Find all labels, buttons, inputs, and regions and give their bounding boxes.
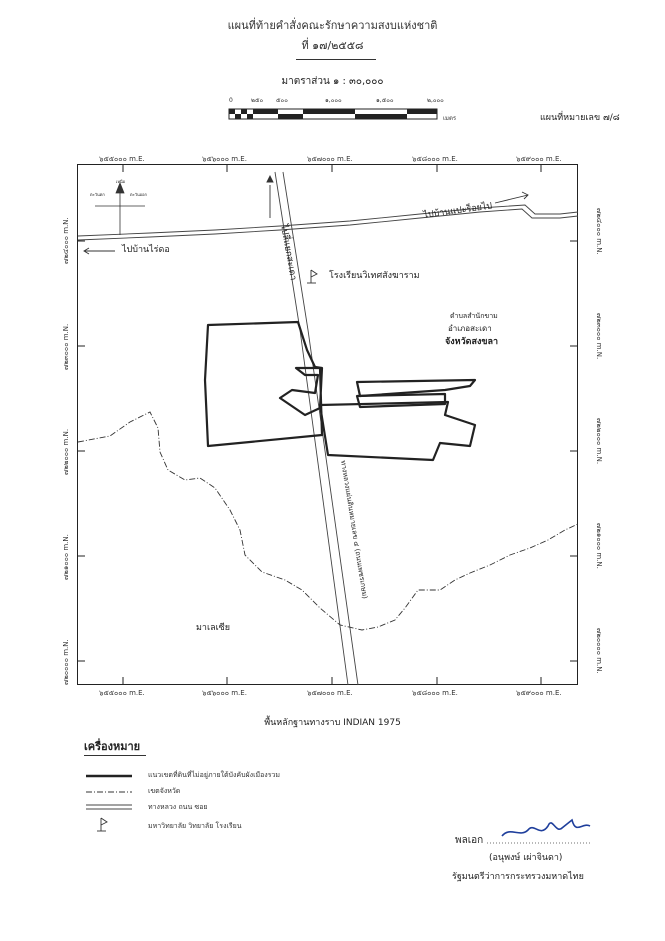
signature-image — [502, 820, 590, 836]
legend-item-label: เขตจังหวัด — [148, 787, 181, 795]
parcel-northeast-2 — [357, 394, 445, 407]
northing-label: ๗๒๐๐๐๐ m.N. — [62, 639, 70, 685]
northing-label: ๗๒๑๐๐๐ m.N. — [62, 534, 70, 580]
northing-label: ๗๒๓๐๐๐ m.N. — [62, 323, 70, 370]
legend-item-label: มหาวิทยาลัย วิทยาลัย โรงเรียน — [148, 822, 242, 830]
legend-item-label: แนวเขตที่ดินที่ไม่อยู่ภายใต้บังคับผังเมืองรวม — [148, 771, 281, 779]
northing-label: ๗๒๔๐๐๐ m.N. — [595, 208, 603, 255]
order-number: ที่ ๑๗/๒๕๕๘ — [301, 39, 364, 52]
easting-label: ๖๕๖๐๐๐ m.E. — [202, 689, 247, 697]
compass-west-label: ตะวันตก — [90, 192, 105, 197]
highway-4-label: ทางหลวงแผ่นดินหมายเลข ๔ (ถนนเพชรเกษม) — [339, 459, 369, 600]
north-arrow-icon — [95, 183, 145, 235]
school-flag-icon — [97, 818, 107, 831]
scalebar-tick: ๒,๐๐๐ — [427, 97, 444, 104]
datum-note: พื้นหลักฐานทางราบ INDIAN 1975 — [264, 718, 401, 728]
compass-north-label: เหนือ — [116, 179, 126, 184]
province-boundary — [78, 412, 578, 630]
easting-label: ๖๕๙๐๐๐ m.E. — [516, 689, 562, 697]
scalebar-tick: 0 — [229, 97, 233, 104]
road-east-west — [78, 205, 578, 240]
signatory-position: รัฐมนตรีว่าการกระทรวงมหาดไทย — [452, 872, 584, 882]
school-label: โรงเรียนวิเทศสังฆาราม — [329, 271, 420, 281]
scalebar-unit: เมตร — [443, 115, 457, 122]
easting-label: ๖๕๙๐๐๐ m.E. — [516, 155, 562, 163]
scalebar-tick: ๕๐๐ — [276, 97, 288, 104]
easting-label: ๖๕๕๐๐๐ m.E. — [99, 689, 145, 697]
northing-label: ๗๒๓๐๐๐ m.N. — [595, 313, 603, 360]
malaysia-label: มาเลเซีย — [196, 623, 231, 633]
map-title: แผนที่ท้ายคำสั่งคณะรักษาความสงบแห่งชาติ — [227, 19, 438, 32]
grid-ticks — [77, 164, 578, 685]
scalebar-tick: ๑,๕๐๐ — [376, 97, 394, 104]
legend-title-underline — [84, 755, 146, 756]
signatory-name: (อนุพงษ์ เผ่าจินดา) — [489, 853, 563, 863]
school-flag-icon — [307, 270, 317, 283]
northing-label: ๗๒๐๐๐๐ m.N. — [595, 628, 603, 674]
parcel-west — [205, 322, 322, 446]
northing-label: ๗๒๑๐๐๐ m.N. — [595, 523, 603, 569]
sheet-number: แผนที่หมายเลข ๗/๘ — [540, 113, 620, 123]
province-label: จังหวัดสงขลา — [445, 337, 499, 347]
northing-label: ๗๒๔๐๐๐ m.N. — [62, 217, 70, 264]
scale-text: มาตราส่วน ๑ : ๓๐,๐๐๐ — [281, 76, 384, 87]
northing-label: ๗๒๒๐๐๐ m.N. — [595, 418, 603, 465]
district-label: อำเภอสะเดา — [448, 324, 492, 333]
scalebar-tick: ๑,๐๐๐ — [325, 97, 342, 104]
northing-label: ๗๒๒๐๐๐ m.N. — [62, 428, 70, 475]
road-to-ban-pae-roi-pai: ไปบ้านแปะร็อยไป — [422, 201, 493, 221]
legend-item-label: ทางหลวง ถนน ซอย — [148, 803, 208, 811]
easting-label: ๖๕๕๐๐๐ m.E. — [99, 155, 145, 163]
easting-label: ๖๕๘๐๐๐ m.E. — [412, 689, 458, 697]
scalebar-tick: ๒๕๐ — [251, 97, 264, 104]
easting-label: ๖๕๘๐๐๐ m.E. — [412, 155, 458, 163]
subdistrict-label: ตำบลสำนักขาม — [450, 312, 498, 320]
easting-label: ๖๕๗๐๐๐ m.E. — [307, 689, 353, 697]
legend-title: เครื่องหมาย — [84, 740, 141, 753]
road-icon — [86, 805, 132, 809]
road-to-sadao-junction: ไปสี่แยกสะเดา — [278, 223, 298, 282]
easting-label: ๖๕๗๐๐๐ m.E. — [307, 155, 353, 163]
signatory-rank: พลเอก — [455, 835, 484, 846]
compass-east-label: ตะวันออก — [130, 192, 147, 197]
easting-label: ๖๕๖๐๐๐ m.E. — [202, 155, 247, 163]
parcel-east — [320, 402, 475, 460]
road-to-ban-rai-do: ไปบ้านไร่ดอ — [122, 245, 170, 255]
